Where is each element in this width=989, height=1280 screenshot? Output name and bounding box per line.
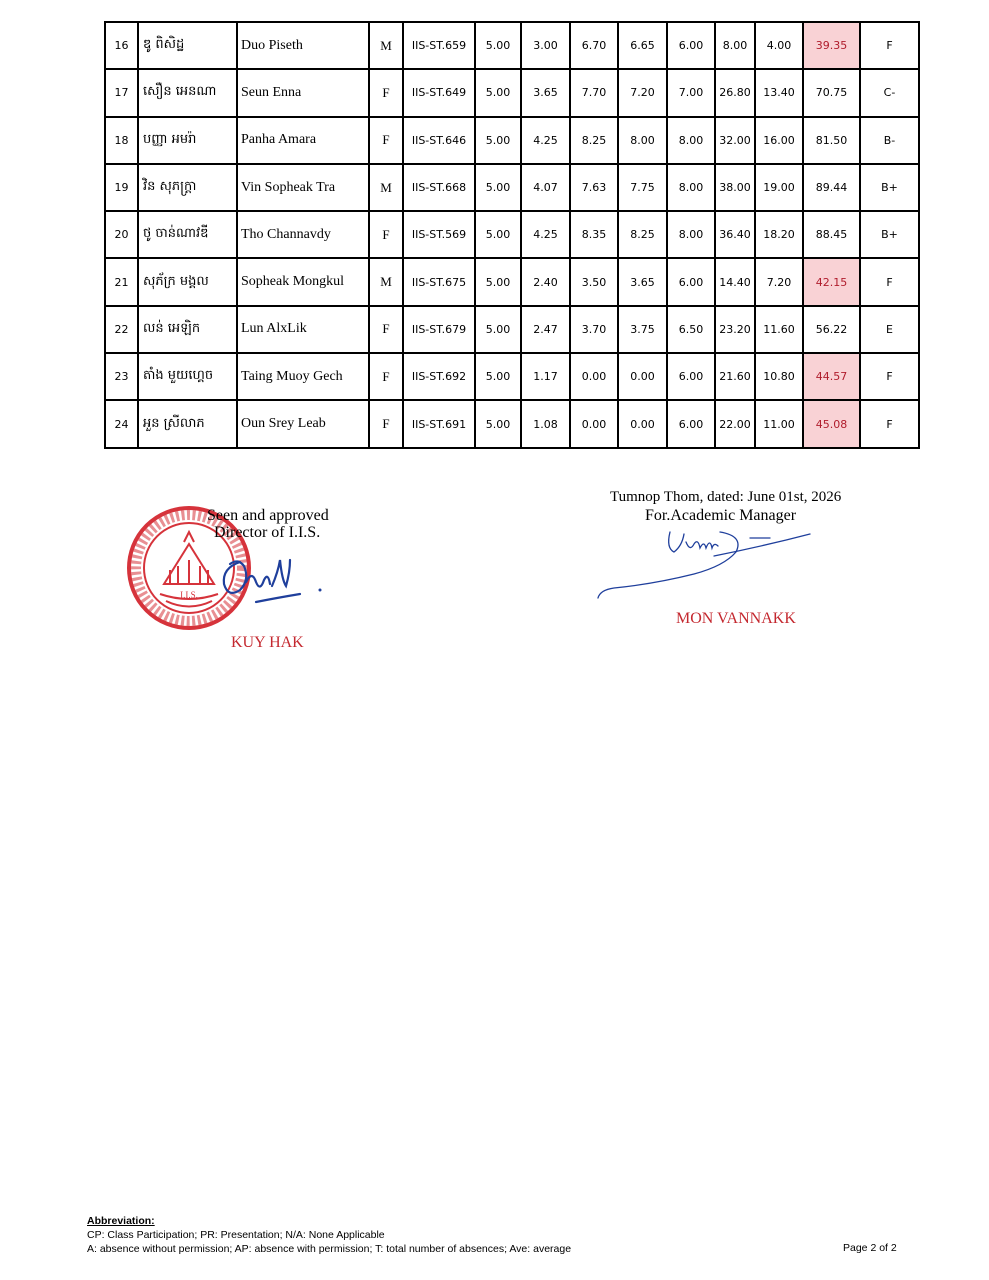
- score-5: 8.00: [667, 164, 715, 211]
- table-row: [105, 211, 919, 258]
- student-id: IIS-ST.675: [403, 258, 475, 305]
- sex: M: [369, 258, 403, 305]
- score-6: 32.00: [715, 117, 755, 164]
- grades-table: [104, 21, 920, 449]
- grade: B+: [860, 164, 919, 211]
- abbreviation-line-1: CP: Class Participation; PR: Presentation; N/A: None Applicable: [87, 1229, 385, 1241]
- score-2: 1.08: [521, 400, 570, 447]
- score-4: 6.65: [618, 22, 667, 69]
- score-5: 7.00: [667, 69, 715, 116]
- sex: F: [369, 400, 403, 447]
- student-number: 23: [105, 353, 138, 400]
- score-4: 7.75: [618, 164, 667, 211]
- abbreviation-heading: Abbreviation:: [87, 1215, 155, 1227]
- score-2: 2.40: [521, 258, 570, 305]
- score-3: 6.70: [570, 22, 618, 69]
- score-1: 5.00: [475, 211, 521, 258]
- total-score: 56.22: [803, 306, 860, 353]
- student-number: 18: [105, 117, 138, 164]
- score-4: 0.00: [618, 400, 667, 447]
- khmer-name: សឿន អេនណា: [138, 69, 237, 116]
- abbreviation-footer: [87, 1214, 571, 1256]
- score-2: 4.25: [521, 117, 570, 164]
- total-score: 70.75: [803, 69, 860, 116]
- grade: C-: [860, 69, 919, 116]
- academic-manager-role: For.Academic Manager: [645, 507, 797, 524]
- score-4: 0.00: [618, 353, 667, 400]
- score-7: 13.40: [755, 69, 803, 116]
- score-1: 5.00: [475, 164, 521, 211]
- grade: F: [860, 22, 919, 69]
- manager-signature: [594, 526, 816, 604]
- score-7: 4.00: [755, 22, 803, 69]
- table-row: [105, 22, 919, 69]
- total-score: 39.35: [803, 22, 860, 69]
- score-3: 0.00: [570, 353, 618, 400]
- sex: F: [369, 117, 403, 164]
- total-score: 42.15: [803, 258, 860, 305]
- score-3: 0.00: [570, 400, 618, 447]
- score-1: 5.00: [475, 69, 521, 116]
- student-id: IIS-ST.692: [403, 353, 475, 400]
- score-5: 6.00: [667, 400, 715, 447]
- grade: B-: [860, 117, 919, 164]
- grade: F: [860, 353, 919, 400]
- score-7: 7.20: [755, 258, 803, 305]
- student-number: 24: [105, 400, 138, 447]
- score-7: 18.20: [755, 211, 803, 258]
- score-3: 8.35: [570, 211, 618, 258]
- student-number: 20: [105, 211, 138, 258]
- student-id: IIS-ST.679: [403, 306, 475, 353]
- score-2: 4.25: [521, 211, 570, 258]
- score-3: 8.25: [570, 117, 618, 164]
- latin-name: Oun Srey Leab: [237, 400, 369, 447]
- director-signature: [216, 552, 328, 610]
- score-5: 6.00: [667, 22, 715, 69]
- score-1: 5.00: [475, 117, 521, 164]
- score-6: 23.20: [715, 306, 755, 353]
- score-6: 14.40: [715, 258, 755, 305]
- sex: F: [369, 353, 403, 400]
- score-1: 5.00: [475, 22, 521, 69]
- table-row: [105, 164, 919, 211]
- page-number: Page 2 of 2: [843, 1242, 897, 1254]
- score-6: 21.60: [715, 353, 755, 400]
- sex: F: [369, 69, 403, 116]
- student-number: 21: [105, 258, 138, 305]
- khmer-name: វិន សុភក្ត្រា: [138, 164, 237, 211]
- table-row: [105, 117, 919, 164]
- score-4: 7.20: [618, 69, 667, 116]
- score-3: 7.70: [570, 69, 618, 116]
- score-6: 36.40: [715, 211, 755, 258]
- score-4: 3.75: [618, 306, 667, 353]
- score-1: 5.00: [475, 400, 521, 447]
- khmer-name: បញ្ញា អមរ៉ា: [138, 117, 237, 164]
- latin-name: Lun AlxLik: [237, 306, 369, 353]
- khmer-name: លន់ អេឡិក: [138, 306, 237, 353]
- score-3: 3.70: [570, 306, 618, 353]
- grade: B+: [860, 211, 919, 258]
- score-1: 5.00: [475, 353, 521, 400]
- khmer-name: អួន ស្រីលាភ: [138, 400, 237, 447]
- score-5: 6.00: [667, 353, 715, 400]
- sex: F: [369, 306, 403, 353]
- director-name: KUY HAK: [231, 634, 304, 651]
- score-2: 2.47: [521, 306, 570, 353]
- score-5: 8.00: [667, 211, 715, 258]
- score-6: 38.00: [715, 164, 755, 211]
- score-7: 11.00: [755, 400, 803, 447]
- total-score: 45.08: [803, 400, 860, 447]
- total-score: 89.44: [803, 164, 860, 211]
- student-number: 17: [105, 69, 138, 116]
- score-1: 5.00: [475, 306, 521, 353]
- grade: F: [860, 258, 919, 305]
- student-number: 22: [105, 306, 138, 353]
- score-2: 3.00: [521, 22, 570, 69]
- score-3: 3.50: [570, 258, 618, 305]
- score-4: 3.65: [618, 258, 667, 305]
- latin-name: Vin Sopheak Tra: [237, 164, 369, 211]
- sex: M: [369, 22, 403, 69]
- score-6: 26.80: [715, 69, 755, 116]
- score-5: 6.50: [667, 306, 715, 353]
- score-2: 3.65: [521, 69, 570, 116]
- abbreviation-line-2: A: absence without permission; AP: absence with permission; T: total number of absences; Ave: average: [87, 1243, 572, 1255]
- table-body: [105, 22, 919, 448]
- latin-name: Tho Channavdy: [237, 211, 369, 258]
- table-row: [105, 400, 919, 447]
- grade: E: [860, 306, 919, 353]
- dated-line: Tumnop Thom, dated: June 01st, 2026: [610, 489, 842, 505]
- latin-name: Sopheak Mongkul: [237, 258, 369, 305]
- score-7: 16.00: [755, 117, 803, 164]
- score-7: 19.00: [755, 164, 803, 211]
- latin-name: Panha Amara: [237, 117, 369, 164]
- latin-name: Taing Muoy Gech: [237, 353, 369, 400]
- score-4: 8.00: [618, 117, 667, 164]
- score-5: 6.00: [667, 258, 715, 305]
- director-line: Director of I.I.S.: [214, 524, 321, 541]
- khmer-name: ឌូ ពិសិដ្ឋ: [138, 22, 237, 69]
- score-7: 11.60: [755, 306, 803, 353]
- student-number: 19: [105, 164, 138, 211]
- student-id: IIS-ST.668: [403, 164, 475, 211]
- sex: M: [369, 164, 403, 211]
- total-score: 81.50: [803, 117, 860, 164]
- approved-caption: [207, 507, 329, 541]
- total-score: 44.57: [803, 353, 860, 400]
- grade: F: [860, 400, 919, 447]
- score-1: 5.00: [475, 258, 521, 305]
- manager-name: MON VANNAKK: [676, 610, 796, 627]
- khmer-name: ថូ ចាន់ណាវឌី: [138, 211, 237, 258]
- student-id: IIS-ST.649: [403, 69, 475, 116]
- score-4: 8.25: [618, 211, 667, 258]
- latin-name: Duo Piseth: [237, 22, 369, 69]
- student-id: IIS-ST.691: [403, 400, 475, 447]
- approved-line: Seen and approved: [207, 507, 329, 524]
- table-row: [105, 258, 919, 305]
- khmer-name: តាំង មួយហ្គេច: [138, 353, 237, 400]
- student-number: 16: [105, 22, 138, 69]
- score-6: 8.00: [715, 22, 755, 69]
- table-row: [105, 353, 919, 400]
- score-6: 22.00: [715, 400, 755, 447]
- table-row: [105, 69, 919, 116]
- score-2: 1.17: [521, 353, 570, 400]
- score-3: 7.63: [570, 164, 618, 211]
- score-5: 8.00: [667, 117, 715, 164]
- sex: F: [369, 211, 403, 258]
- score-7: 10.80: [755, 353, 803, 400]
- student-id: IIS-ST.569: [403, 211, 475, 258]
- khmer-name: សុភ័ក្រ មង្គល: [138, 258, 237, 305]
- score-2: 4.07: [521, 164, 570, 211]
- student-id: IIS-ST.646: [403, 117, 475, 164]
- total-score: 88.45: [803, 211, 860, 258]
- seal-label: I.I.S.: [180, 590, 198, 600]
- student-id: IIS-ST.659: [403, 22, 475, 69]
- table-row: [105, 306, 919, 353]
- latin-name: Seun Enna: [237, 69, 369, 116]
